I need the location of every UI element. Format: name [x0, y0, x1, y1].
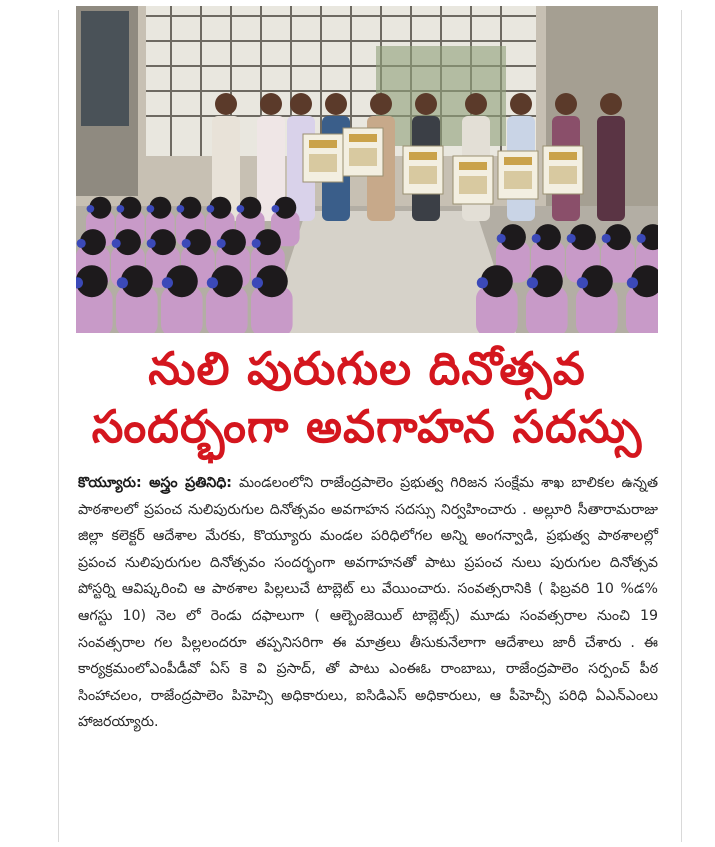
poster — [543, 146, 583, 194]
article-text: మండలంలోని రాజేంద్రపాలెం ప్రభుత్వ గిరిజన సంక్షేమ శాఖ బాలికల ఉన్నత పాఠశాలలో ప్రపంచ నులిపురుగుల దినోత్సవం అవగాహన సదస్సు నిర్వహించారు . అల్లూరి సీతారామరాజు జిల్లా కలెక్టర్ ఆదేశాల మేరకు, కొయ్యూరు మండల పరిధిలోగల అన్ని అంగన్వాడి, ప్రభుత్వ పాఠశాలల్లో ప్రపంచ నులిపురుగుల దినోత్సవం సందర్భంగా అవగాహనతో పాటు ప్రపంచ నులు పురుగుల దినోత్సవ పోస్టర్ని ఆవిష్కరించి ఆ పాఠశాల పిల్లలుచే టాబ్లెట్ లు వేయించారు. సంవత్సరానికి ( ఫిబ్రవరి 10 %డ% ఆగస్టు 10) నెల లో రెండు దఫాలుగా ( ఆల్బెంజెయిల్ టాబ్లెట్స్) మూడు సంవత్సరాల నుంచి 19 సంవత్సరాల గల పిల్లలందరూ తప్పనిసరిగా ఈ మాత్రలు తీసుకునేలాగా ఆదేశాలు జారీ చేశారు . ఈ కార్యక్రమంలోఎంపీడీవో ఏస్ కె వి ప్రసాద్, తో పాటు ఎంఈఓ రాంబాబు, రాజేంద్రపాలెం సర్పంచ్ పీఠ సింహాచలం, రాజేంద్రపాలెం పిహెచ్సి అధికారులు, ఐసిడిఎస్ అధికారులు, ఆ పీహెచ్సీ పరిధి ఏఎన్ఎంలు హాజరయ్యారు. — [78, 475, 658, 731]
seated-student — [251, 265, 293, 333]
seated-student — [476, 265, 518, 333]
article-headline — [70, 340, 664, 456]
blackboard — [81, 11, 129, 126]
seated-student — [576, 265, 618, 333]
article-photo — [76, 6, 658, 333]
poster — [498, 151, 538, 199]
poster — [403, 146, 443, 194]
seated-student — [526, 265, 568, 333]
headline-line-2: సందర్భంగా అవగాహన సదస్సు — [91, 400, 643, 453]
seated-student — [161, 265, 203, 333]
poster — [343, 128, 383, 176]
seated-student — [116, 265, 158, 333]
headline-line-1: నులి పురుగుల దినోత్సవ — [148, 342, 586, 395]
poster — [453, 156, 493, 204]
seated-student — [206, 265, 248, 333]
article-body — [78, 470, 658, 736]
poster — [303, 134, 343, 182]
photo-scene — [76, 6, 658, 333]
article-dateline: కొయ్యూరు: అస్త్రం ప్రతినిధి: — [78, 475, 232, 491]
